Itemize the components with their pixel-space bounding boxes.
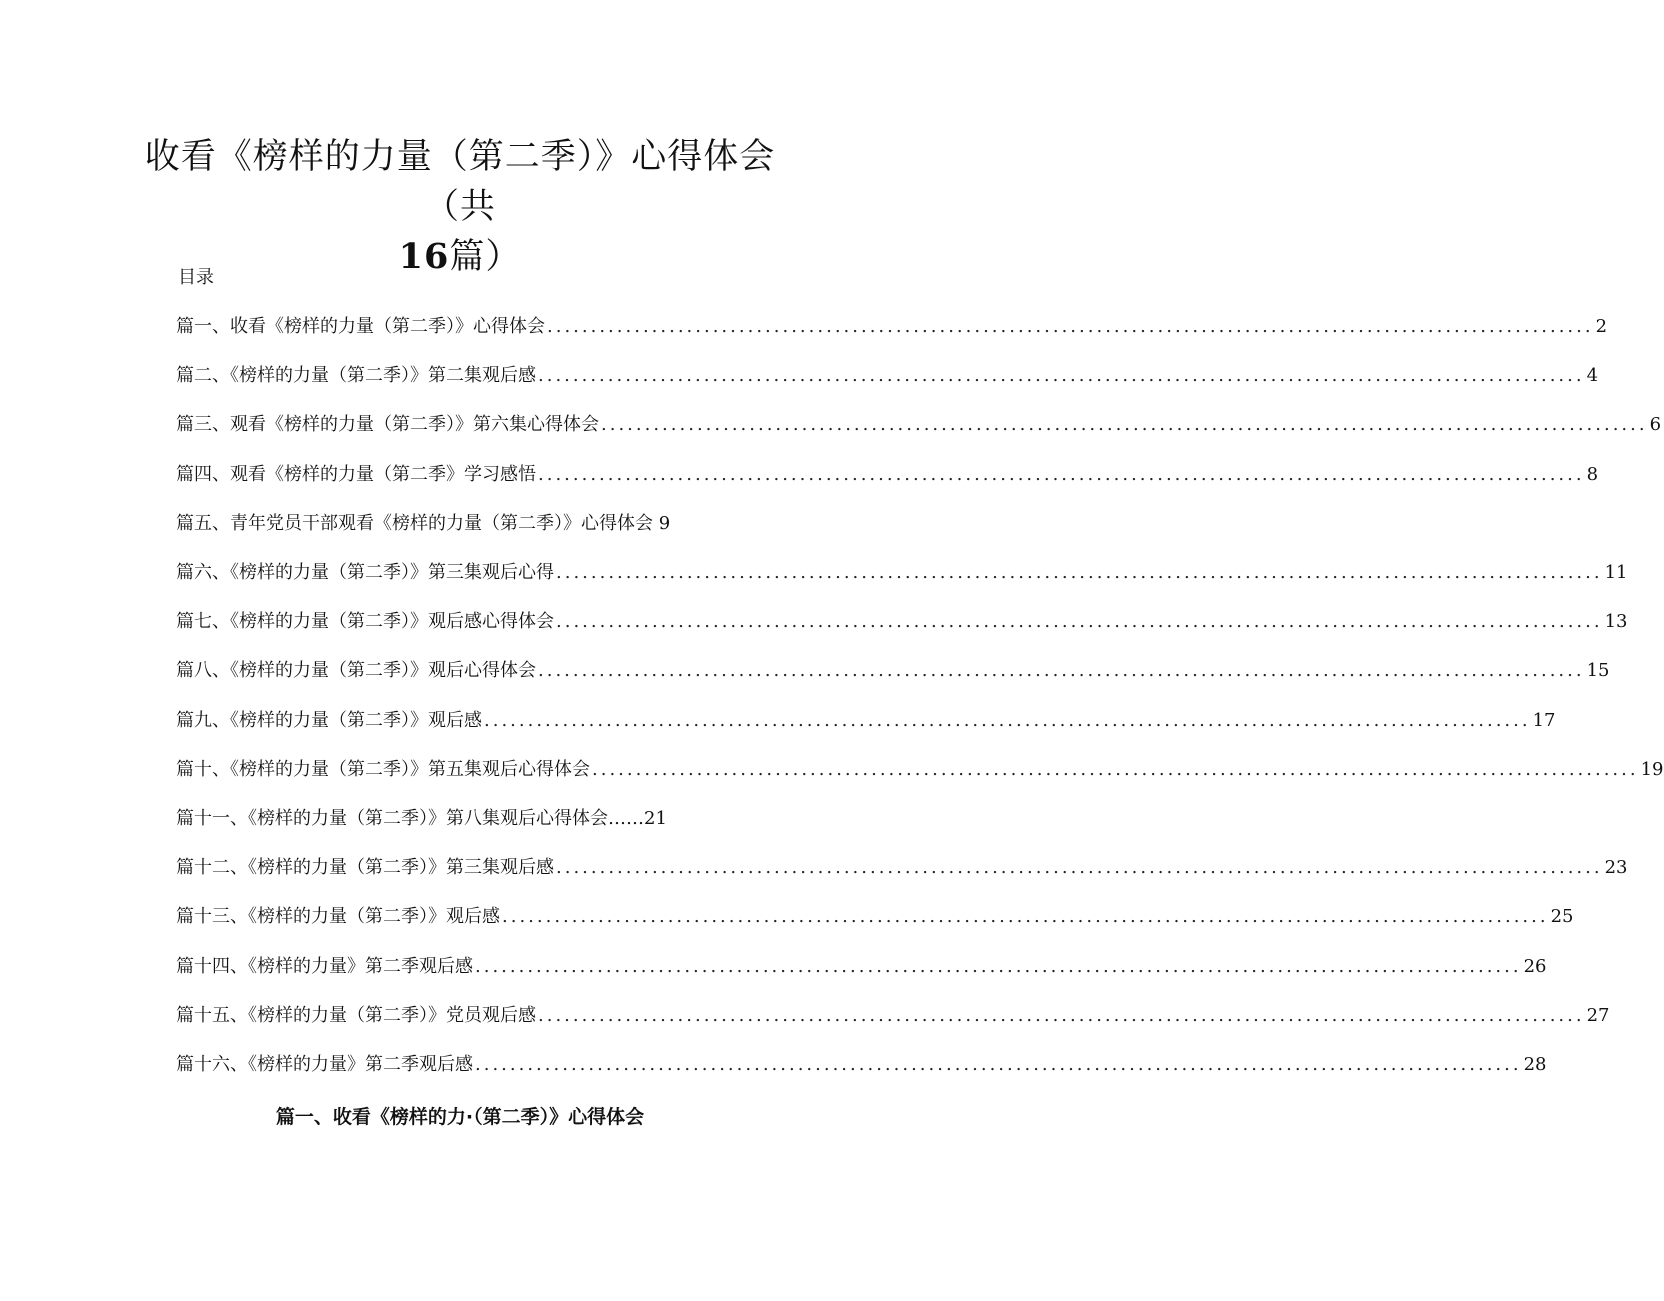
toc-leader-dots: ........................................................................................................................ bbox=[556, 611, 1603, 633]
toc-heading: 目录 bbox=[178, 267, 214, 288]
toc-leader-dots: ........................................................................................................................ bbox=[538, 1004, 1585, 1026]
toc-entry-page: 19 bbox=[1640, 758, 1664, 780]
toc-entry-page: 27 bbox=[1586, 1004, 1610, 1026]
toc-entry-title: 篇九、《榜样的力量（第二季）》观后感 bbox=[176, 709, 482, 731]
toc-entry-title: 篇三、观看《榜样的力量（第二季）》第六集心得体会 bbox=[176, 414, 599, 436]
toc-entry-page: 17 bbox=[1532, 709, 1556, 731]
toc-leader-dots: ........................................................................................................................ bbox=[484, 709, 1531, 731]
toc-entry-page: 4 bbox=[1586, 365, 1599, 387]
toc-entry-title: 篇八、《榜样的力量（第二季）》观后心得体会 bbox=[176, 660, 536, 682]
toc-leader-dots: ........................................................................................................................ bbox=[556, 562, 1603, 583]
title-line-2 bbox=[110, 232, 810, 282]
toc-entry[interactable] bbox=[176, 904, 1574, 930]
toc-entry-title: 篇四、观看《榜样的力量（第二季》学习感悟 bbox=[176, 463, 536, 485]
toc-entry-page: 26 bbox=[1523, 955, 1547, 977]
document-title bbox=[110, 132, 810, 282]
toc-leader-dots: ........................................................................................................................ bbox=[502, 906, 1549, 928]
toc-entry[interactable] bbox=[176, 954, 1547, 980]
toc-leader-dots: ........................................................................................................................ bbox=[538, 463, 1585, 485]
toc-entry-title: 篇十一、《榜样的力量（第二季）》第八集观后心得体会……21 bbox=[176, 808, 667, 829]
toc-leader-dots: ........................................................................................................................ bbox=[547, 316, 1594, 337]
toc-entry[interactable] bbox=[176, 1052, 1547, 1078]
toc-entry-page: 15 bbox=[1586, 660, 1610, 682]
toc-entry[interactable] bbox=[176, 757, 1664, 783]
toc-entry[interactable] bbox=[176, 314, 1608, 340]
toc-entry-page: 6 bbox=[1649, 414, 1662, 436]
toc-entry[interactable] bbox=[176, 412, 1662, 438]
toc-leader-dots: ........................................................................................................................ bbox=[556, 857, 1603, 879]
toc-leader-dots: ........................................................................................................................ bbox=[592, 758, 1639, 780]
toc-entry-title: 篇十二、《榜样的力量（第二季）》第三集观后感 bbox=[176, 857, 554, 879]
toc-entry-title: 篇五、青年党员干部观看《榜样的力量（第二季）》心得体会 9 bbox=[176, 512, 671, 534]
toc-entry[interactable] bbox=[176, 609, 1628, 635]
title-line-1: 收看《榜样的力量（第二季）》心得体会（共 bbox=[144, 137, 776, 227]
toc-entry-page: 8 bbox=[1586, 463, 1599, 485]
toc-entry-page: 2 bbox=[1595, 316, 1608, 337]
toc-entry-title: 篇十五、《榜样的力量（第二季）》党员观后感 bbox=[176, 1004, 536, 1026]
toc-entry[interactable] bbox=[176, 855, 1628, 881]
toc-entry-page: 23 bbox=[1604, 857, 1628, 879]
toc-entry-title: 篇六、《榜样的力量（第二季）》第三集观后心得 bbox=[176, 562, 554, 583]
toc-entry[interactable] bbox=[176, 658, 1610, 684]
toc-entry[interactable] bbox=[176, 806, 772, 832]
toc-entry-page: 13 bbox=[1604, 611, 1628, 633]
toc-leader-dots: ........................................................................................................................ bbox=[538, 365, 1585, 387]
toc-entry-page: 25 bbox=[1550, 906, 1574, 928]
toc-entry-title: 篇十六、《榜样的力量》第二季观后感 bbox=[176, 1054, 473, 1075]
toc-entry-title: 篇二、《榜样的力量（第二季）》第二集观后感 bbox=[176, 365, 536, 387]
toc-leader-dots: ........................................................................................................................ bbox=[601, 414, 1648, 436]
toc-entry-page: 28 bbox=[1523, 1054, 1547, 1075]
toc-leader-dots: ........................................................................................................................ bbox=[538, 660, 1585, 682]
toc-entry[interactable] bbox=[176, 560, 1628, 586]
toc-leader-dots: ........................................................................................................................ bbox=[475, 1054, 1522, 1075]
toc-entry[interactable] bbox=[176, 708, 1556, 734]
toc-entry-page: 11 bbox=[1604, 562, 1628, 583]
toc-entry[interactable] bbox=[176, 462, 1599, 488]
toc-entry[interactable] bbox=[176, 511, 772, 537]
section-heading: 篇一、收看《榜样的力·（第二季）》心得体会 bbox=[275, 1106, 645, 1128]
toc-entry-title: 篇七、《榜样的力量（第二季）》观后感心得体会 bbox=[176, 611, 554, 633]
toc-entry-title: 篇十四、《榜样的力量》第二季观后感 bbox=[176, 955, 473, 977]
toc-entry[interactable] bbox=[176, 363, 1599, 389]
toc-entry-title: 篇十三、《榜样的力量（第二季）》观后感 bbox=[176, 906, 500, 928]
toc-entry[interactable] bbox=[176, 1003, 1610, 1029]
toc-leader-dots: ........................................................................................................................ bbox=[475, 955, 1522, 977]
toc-entry-title: 篇十、《榜样的力量（第二季）》第五集观后心得体会 bbox=[176, 758, 590, 780]
title-count: 16 bbox=[398, 236, 450, 277]
toc-entry-title: 篇一、收看《榜样的力量（第二季）》心得体会 bbox=[176, 316, 545, 337]
title-suffix: 篇） bbox=[449, 237, 522, 277]
